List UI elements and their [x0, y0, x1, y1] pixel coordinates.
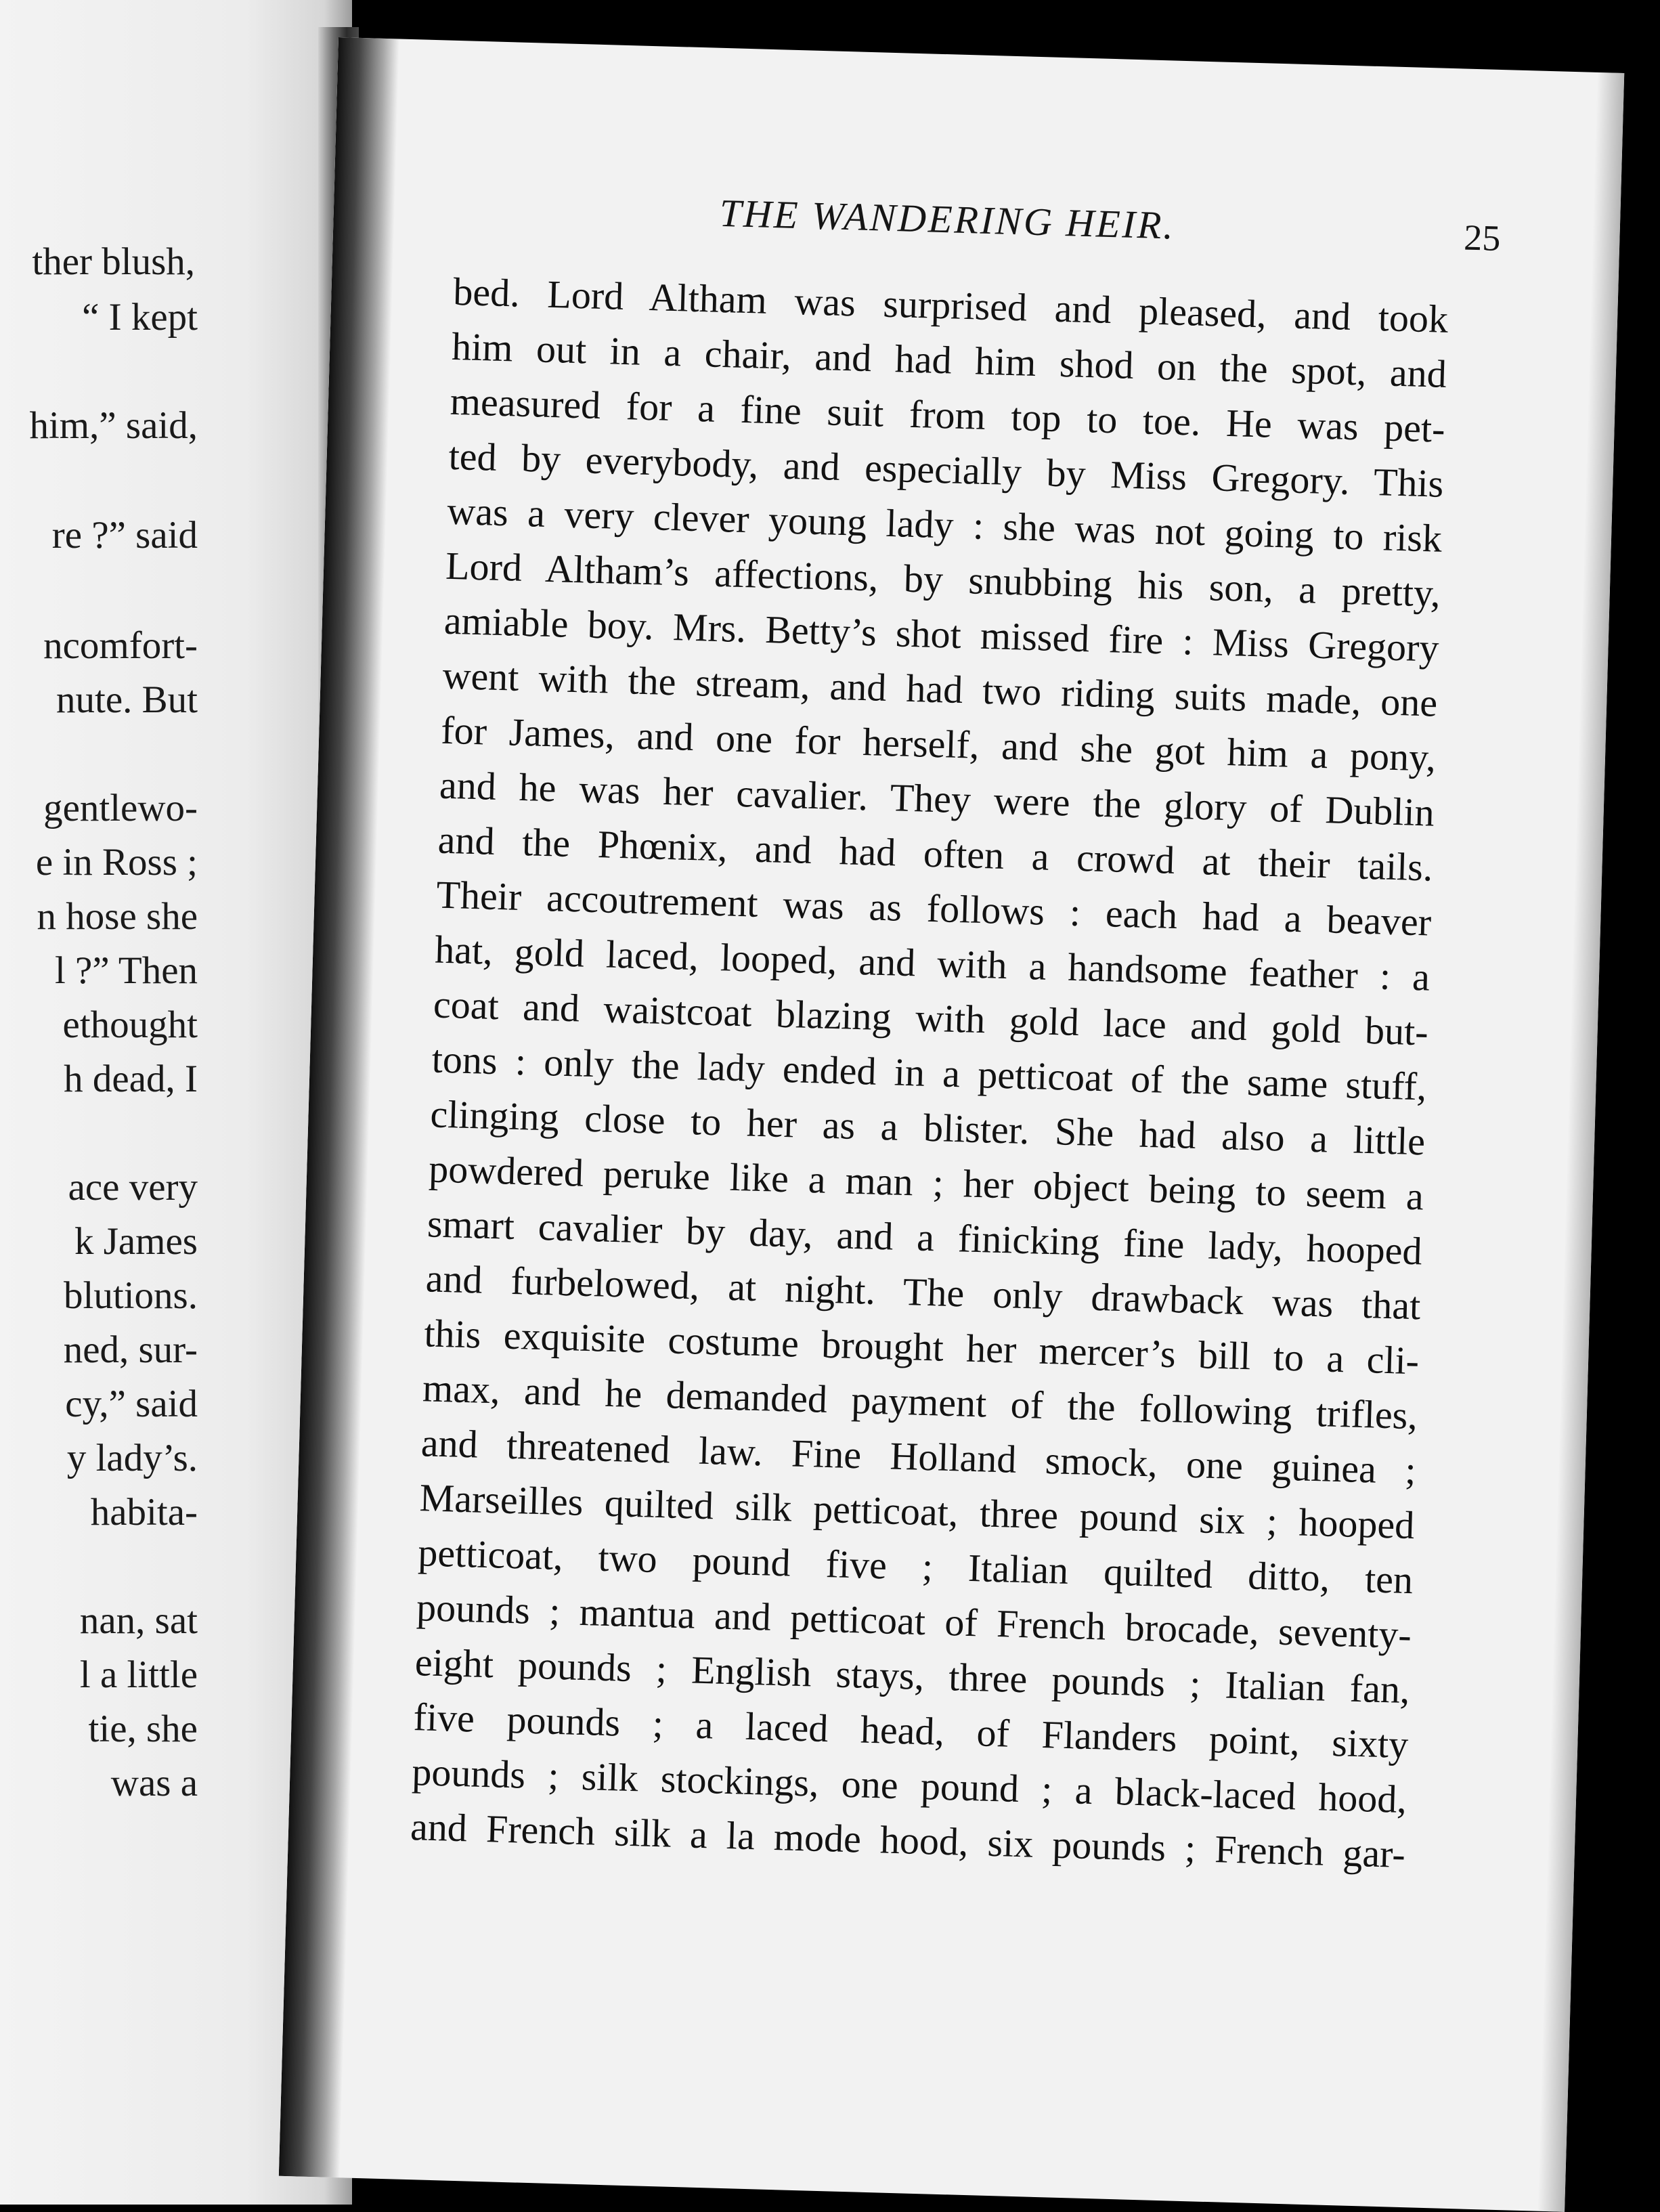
text-line: five pounds ; a laced head, of Flanders point, sixty [412, 1695, 1410, 1767]
left-page-line: nan, sat [79, 1599, 198, 1642]
left-page-line: ther blush, [32, 240, 195, 283]
text-line: and threatened law. Fine Holland smock, one guinea ; [420, 1421, 1417, 1493]
text-line: bed. Lord Altham was surprised and pleased, and took [452, 269, 1449, 341]
text-line: coat and waistcoat blazing with gold lace and gold but- [433, 982, 1429, 1054]
left-page-line: re ?” said [51, 514, 198, 557]
left-page-line: y lady’s. [66, 1437, 198, 1479]
left-page-line: tie, she [88, 1708, 198, 1750]
left-page-line: ncomfort- [43, 624, 198, 667]
left-page-line: cy,” said [65, 1383, 198, 1425]
text-line: and furbelowed, at night. The only drawback was that [424, 1256, 1422, 1328]
left-page-line: l ?” Then [54, 949, 198, 992]
left-page-line: n hose she [37, 895, 198, 938]
running-head: THE WANDERING HEIR. [719, 190, 1176, 248]
left-page-line: ace very [68, 1166, 198, 1209]
text-line: eight pounds ; English stays, three pounds ; Italian fan, [414, 1640, 1411, 1712]
text-line: and he was her cavalier. They were the glory of Dublin [439, 762, 1435, 835]
text-line: measured for a fine suit from top to toe. He was pet- [450, 378, 1446, 451]
body-text [410, 264, 1449, 1882]
text-line: amiable boy. Mrs. Betty’s shot missed fire : Miss Gregory [443, 598, 1440, 670]
page-number: 25 [1463, 217, 1502, 259]
left-page-line: e in Ross ; [35, 841, 198, 884]
text-line: pounds ; silk stockings, one pound ; a black-laced hood, [411, 1750, 1407, 1822]
text-line: for James, and one for herself, and she got him a pony, [440, 708, 1437, 780]
text-line: this exquisite costume brought her mercer’s bill to a cli- [423, 1311, 1420, 1383]
text-line: powdered peruke like a man ; her object being to seem a [428, 1146, 1424, 1219]
text-line: him out in a chair, and had him shod on the spot, and [451, 324, 1447, 396]
left-page-line: nute. But [56, 678, 198, 721]
left-page-line: him,” said, [29, 404, 198, 447]
text-line: Marseilles quilted silk petticoat, three pound six ; hooped [418, 1475, 1416, 1548]
left-page-line: was a [110, 1762, 198, 1804]
text-line: hat, gold laced, looped, and with a handsome feather : a [434, 927, 1430, 999]
text-line: pounds ; mantua and petticoat of French brocade, seventy- [416, 1585, 1412, 1657]
text-line: and French silk a la mode hood, six pounds ; French gar- [410, 1804, 1406, 1877]
text-line: smart cavalier by day, and a finicking fine lady, hooped [427, 1201, 1423, 1274]
left-page-line: “ I kept [82, 296, 198, 339]
left-page-line: blutions. [64, 1274, 198, 1317]
left-page-line: gentlewo- [43, 787, 198, 829]
left-page-line: ethought [62, 1003, 198, 1046]
text-line: was a very clever young lady : she was not going to risk [446, 488, 1443, 561]
right-page [279, 37, 1624, 2212]
left-page-line: l a little [79, 1653, 198, 1696]
text-line: and the Phœnix, and had often a crowd at their tails. [437, 817, 1434, 890]
text-line: Their accoutrement was as follows : each had a beaver [435, 872, 1433, 945]
text-line: ted by everybody, and especially by Miss Gregory. This [447, 433, 1445, 506]
text-line: went with the stream, and had two riding suits made, one [441, 653, 1439, 725]
page-edge-shadow [1537, 72, 1624, 2212]
left-page-line: h dead, I [64, 1058, 198, 1100]
left-page-line: habita- [90, 1491, 198, 1534]
text-line: clinging close to her as a blister. She had also a little [429, 1091, 1426, 1164]
text-line: Lord Altham’s affections, by snubbing his son, a pretty, [445, 543, 1441, 615]
text-line: max, and he demanded payment of the following trifles, [422, 1366, 1418, 1438]
text-line: tons : only the lady ended in a petticoat of the same stuff, [431, 1037, 1428, 1109]
text-line: petticoat, two pound five ; Italian quilted ditto, ten [417, 1530, 1414, 1603]
left-page-line: k James [74, 1220, 198, 1263]
left-page-line: ned, sur- [63, 1328, 198, 1371]
